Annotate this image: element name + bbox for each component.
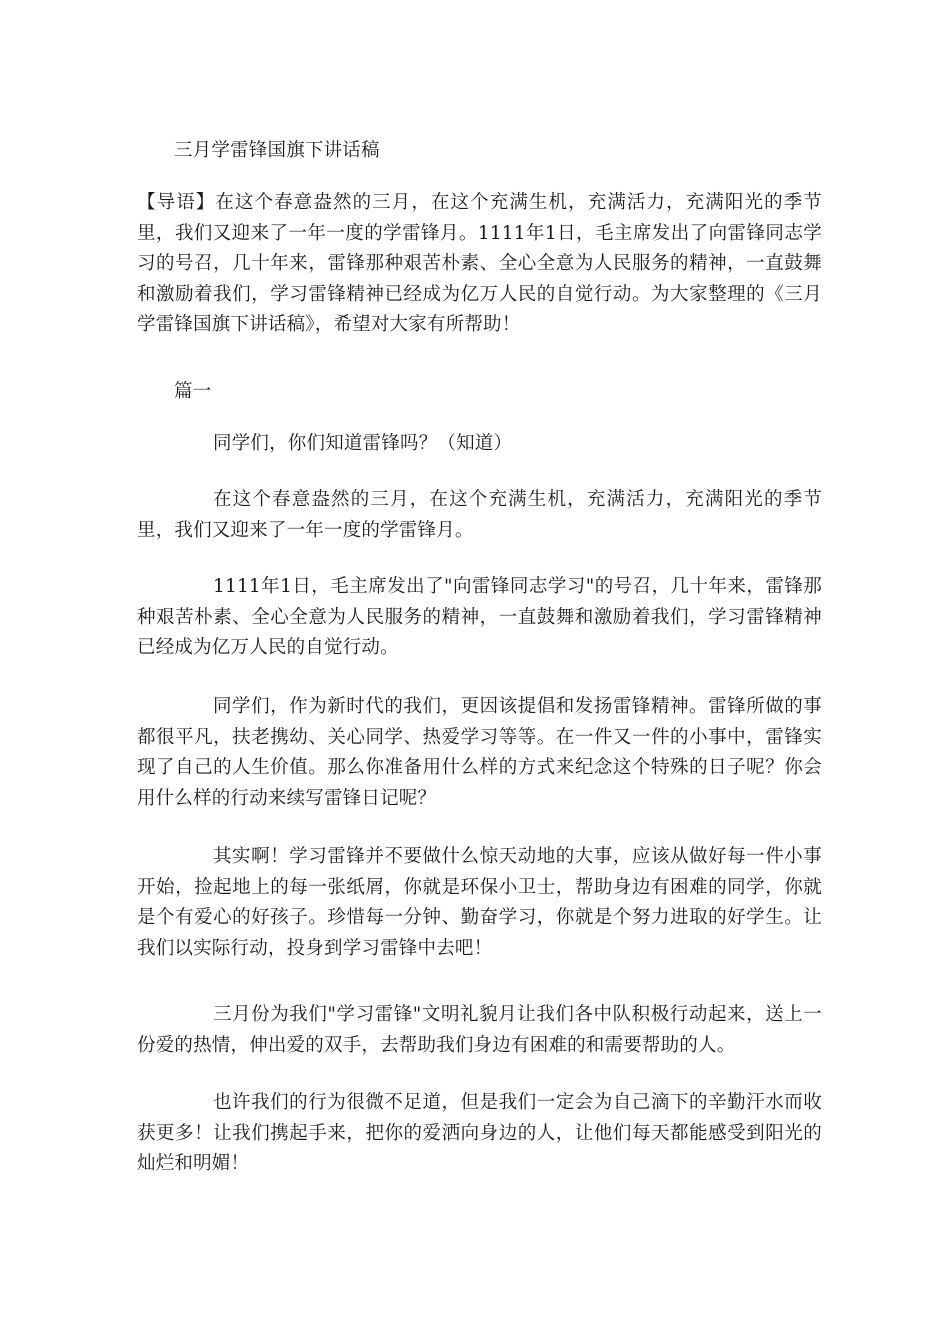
paragraph: 三月份为我们"学习雷锋"文明礼貌月让我们各中队积极行动起来，送上一份爱的热情，伸出爱的双手，去帮助我们身边有困难的和需要帮助的人。	[137, 1004, 822, 1056]
paragraph: 同学们，你们知道雷锋吗？（知道）	[213, 433, 513, 454]
document-title: 三月学雷锋国旗下讲话稿	[174, 140, 380, 161]
paragraph: 1111年1日，毛主席发出了"向雷锋同志学习"的号召，几十年来，雷锋那种艰苦朴素、全心全意为人民服务的精神，一直鼓舞和激励着我们，学习雷锋精神已经成为亿万人民的自觉行动。	[137, 576, 822, 658]
paragraph: 在这个春意盎然的三月，在这个充满生机，充满活力，充满阳光的季节里，我们又迎来了一年一度的学雷锋月。	[137, 489, 822, 541]
paragraph: 也许我们的行为很微不足道，但是我们一定会为自己滴下的辛勤汗水而收获更多！让我们携起手来，把你的爱洒向身边的人，让他们每天都能感受到阳光的灿烂和明媚！	[137, 1092, 822, 1174]
intro-paragraph: 【导语】在这个春意盎然的三月，在这个充满生机，充满活力，充满阳光的季节里，我们又迎来了一年一度的学雷锋月。1111年1日，毛主席发出了向雷锋同志学习的号召，几十年来，雷锋那种艰苦朴素、全心全意为人民服务的精神，一直鼓舞和激励着我们，学习雷锋精神已经成为亿万人民的自觉行动。为大家整理的《三月学雷锋国旗下讲话稿》，希望对大家有所帮助！	[137, 192, 822, 335]
paragraph: 其实啊！学习雷锋并不要做什么惊天动地的大事，应该从做好每一件小事开始，捡起地上的每一张纸屑，你就是环保小卫士，帮助身边有困难的同学，你就是个有爱心的好孩子。珍惜每一分钟、勤奋学习，你就是个努力进取的好学生。让我们以实际行动，投身到学习雷锋中去吧！	[137, 846, 822, 959]
paragraph: 同学们，作为新时代的我们，更因该提倡和发扬雷锋精神。雷锋所做的事都很平凡，扶老携幼、关心同学、热爱学习等等。在一件又一件的小事中，雷锋实现了自己的人生价值。那么你准备用什么样的方式来纪念这个特殊的日子呢？你会用什么样的行动来续写雷锋日记呢？	[137, 696, 822, 809]
section-heading: 篇一	[174, 381, 212, 402]
